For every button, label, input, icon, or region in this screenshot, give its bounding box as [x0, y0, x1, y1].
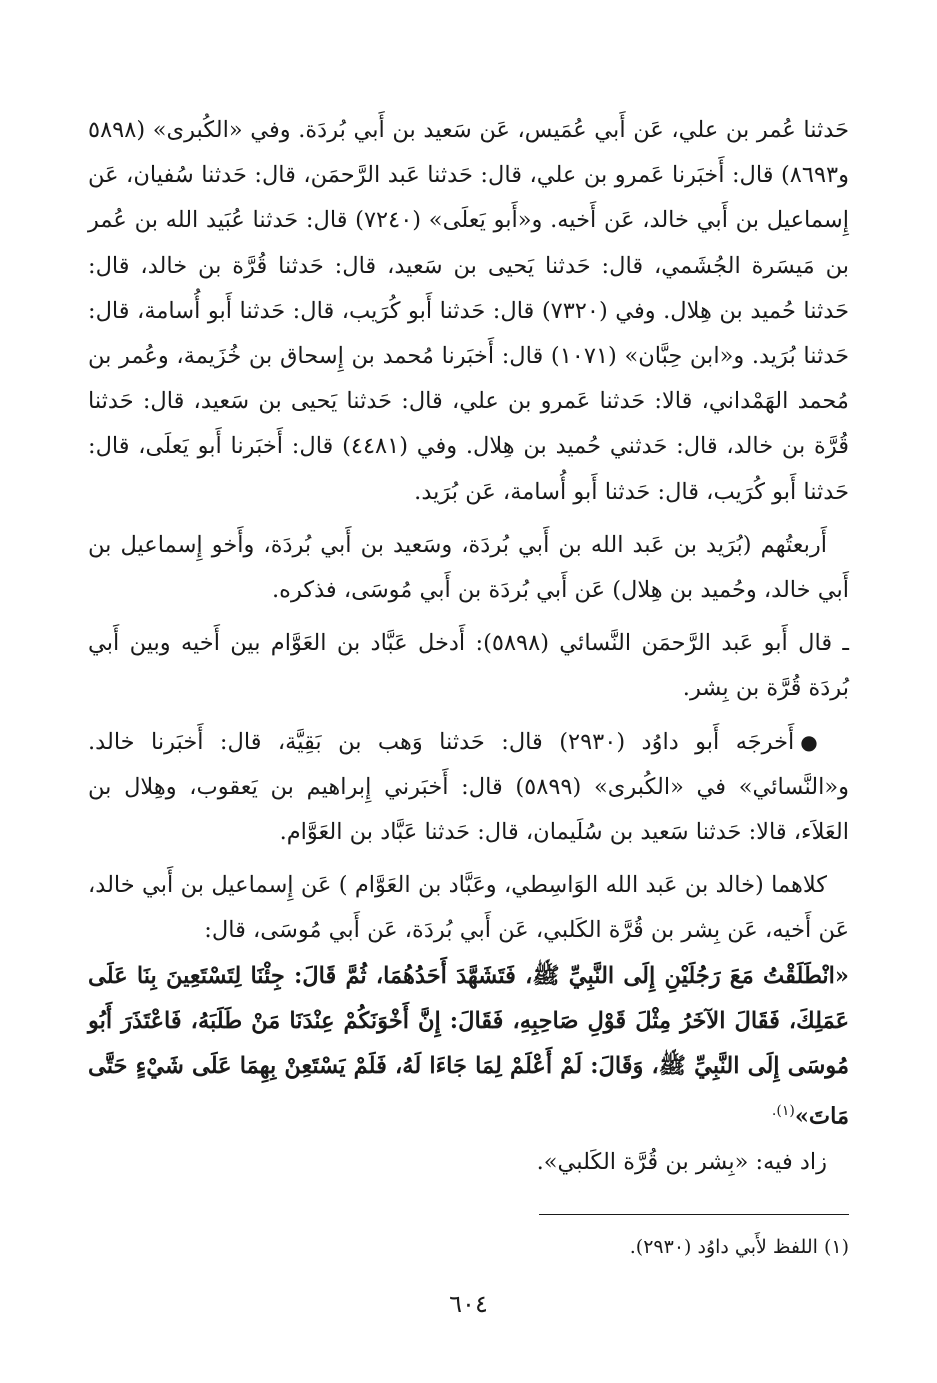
footnote-marker: (١).: [771, 1103, 795, 1120]
main-text: [88, 108, 849, 1185]
page-number: ٦٠٤: [449, 1290, 488, 1318]
isnad-paragraph: حَدثنا عُمر بن علي، عَن أَبي عُمَيس، عَن سَعيد بن أَبي بُردَة. وفي «الكُبرى» (٥٨٩٨ و٨٦٩٣) قال: أَخبَرنا عَمرو بن علي، قال: حَدثنا عَبد الرَّحمَن، قال: حَدثنا سُفيان، عَن إِسماعيل بن أَبي خالد، عَن أَخيه. و«أَبو يَعلَى» (٧٢٤٠) قال: حَدثنا عُبَيد الله بن عُمر بن مَيسَرة الجُشَمي، قال: حَدثنا يَحيى بن سَعيد، قال: حَدثنا قُرَّة بن خالد، قال: حَدثنا حُميد بن هِلال. وفي (٧٣٢٠) قال: حَدثنا أَبو كُرَيب، قال: حَدثنا أَبو أُسامة، قال: حَدثنا بُرَيد. و«ابن حِبَّان» (١٠٧١) قال: أَخبَرنا مُحمد بن إِسحاق بن خُزَيمة، وعُمر بن مُحمد الهَمْداني، قالا: حَدثنا عَمرو بن علي، قال: حَدثنا يَحيى بن سَعيد، قال: حَدثنا قُرَّة بن خالد، قال: حَدثني حُميد بن هِلال. وفي (٤٤٨١) قال: أَخبَرنا أَبو يَعلَى، قال: حَدثنا أَبو كُرَيب، قال: حَدثنا أَبو أُسامة، عَن بُرَيد.: [88, 117, 850, 505]
chain-paragraph: كلاهما (خالد بن عَبد الله الوَاسِطي، وعَبَّاد بن العَوَّام ) عَن إِسماعيل بن أَبي خالد، عَن أَخيه، عَن بِشر بن قُرَّة الكَلبي، عَن أَبي بُردَة، عَن أَبي مُوسَى، قال:: [88, 872, 849, 944]
takhrij-text: أَخرجَه أَبو داوُد (٢٩٣٠) قال: حَدثنا وَهب بن بَقِيَّة، قال: أَخبَرنا خالد. و«النَّسائي» في «الكُبرى» (٥٨٩٩) قال: أَخبَرني إِبراهيم بن يَعقوب، وهِلال بن العَلاَء، قالا: حَدثنا سَعيد بن سُلَيمان، قال: حَدثنا عَبَّاد بن العَوَّام.: [88, 728, 849, 846]
combined-chain-paragraph: أَربعتُهم (بُرَيد بن عَبد الله بن أَبي بُردَة، وسَعيد بن أَبي بُردَة، وأَخو إِسماعيل بن أَبي خالد، وحُميد بن هِلال) عَن أَبي بُردَة بن أَبي مُوسَى، فذكره.: [88, 531, 849, 604]
takhrij-paragraph: [88, 720, 849, 856]
footnote-divider: [539, 1214, 849, 1215]
hadith-text: «انْطَلَقْتُ مَعَ رَجُلَيْنِ إِلَى النَّبِيِّ ﷺ، فَتَشَهَّدَ أَحَدُهُمَا، ثُمَّ قَالَ: جِئْنَا لِتَسْتَعِينَ بِنَا عَلَى عَمَلِكَ، فَقَالَ الآخَرُ مِثْلَ قَوْلِ صَاحِبِهِ، فَقَالَ: إِنَّ أَخْوَنَكُمْ عِنْدَنَا مَنْ طَلَبَهُ، فَاعْتَذَرَ أَبُو مُوسَى إِلَى النَّبِيِّ ﷺ، وَقَالَ: لَمْ أَعْلَمْ لِمَا جَاءَا لَهُ، فَلَمْ يَسْتَعِنْ بِهِمَا عَلَى شَيْءٍ حَتَّى مَاتَ»: [88, 962, 849, 1130]
hadith-paragraph: [88, 954, 849, 1140]
footnote: (١) اللفظ لأَبي داوُد (٢٩٣٠).: [629, 1236, 849, 1258]
addition-paragraph: زاد فيه: «بِشر بن قُرَّة الكَلبي».: [536, 1148, 827, 1175]
nasai-note-paragraph: ـ قال أَبو عَبد الرَّحمَن النَّسائي (٥٨٩٨): أَدخل عَبَّاد بن العَوَّام بين أَخيه وبين أَبي بُردَة قُرَّة بن بِشر.: [88, 630, 849, 702]
bullet-icon: ●: [800, 729, 827, 754]
